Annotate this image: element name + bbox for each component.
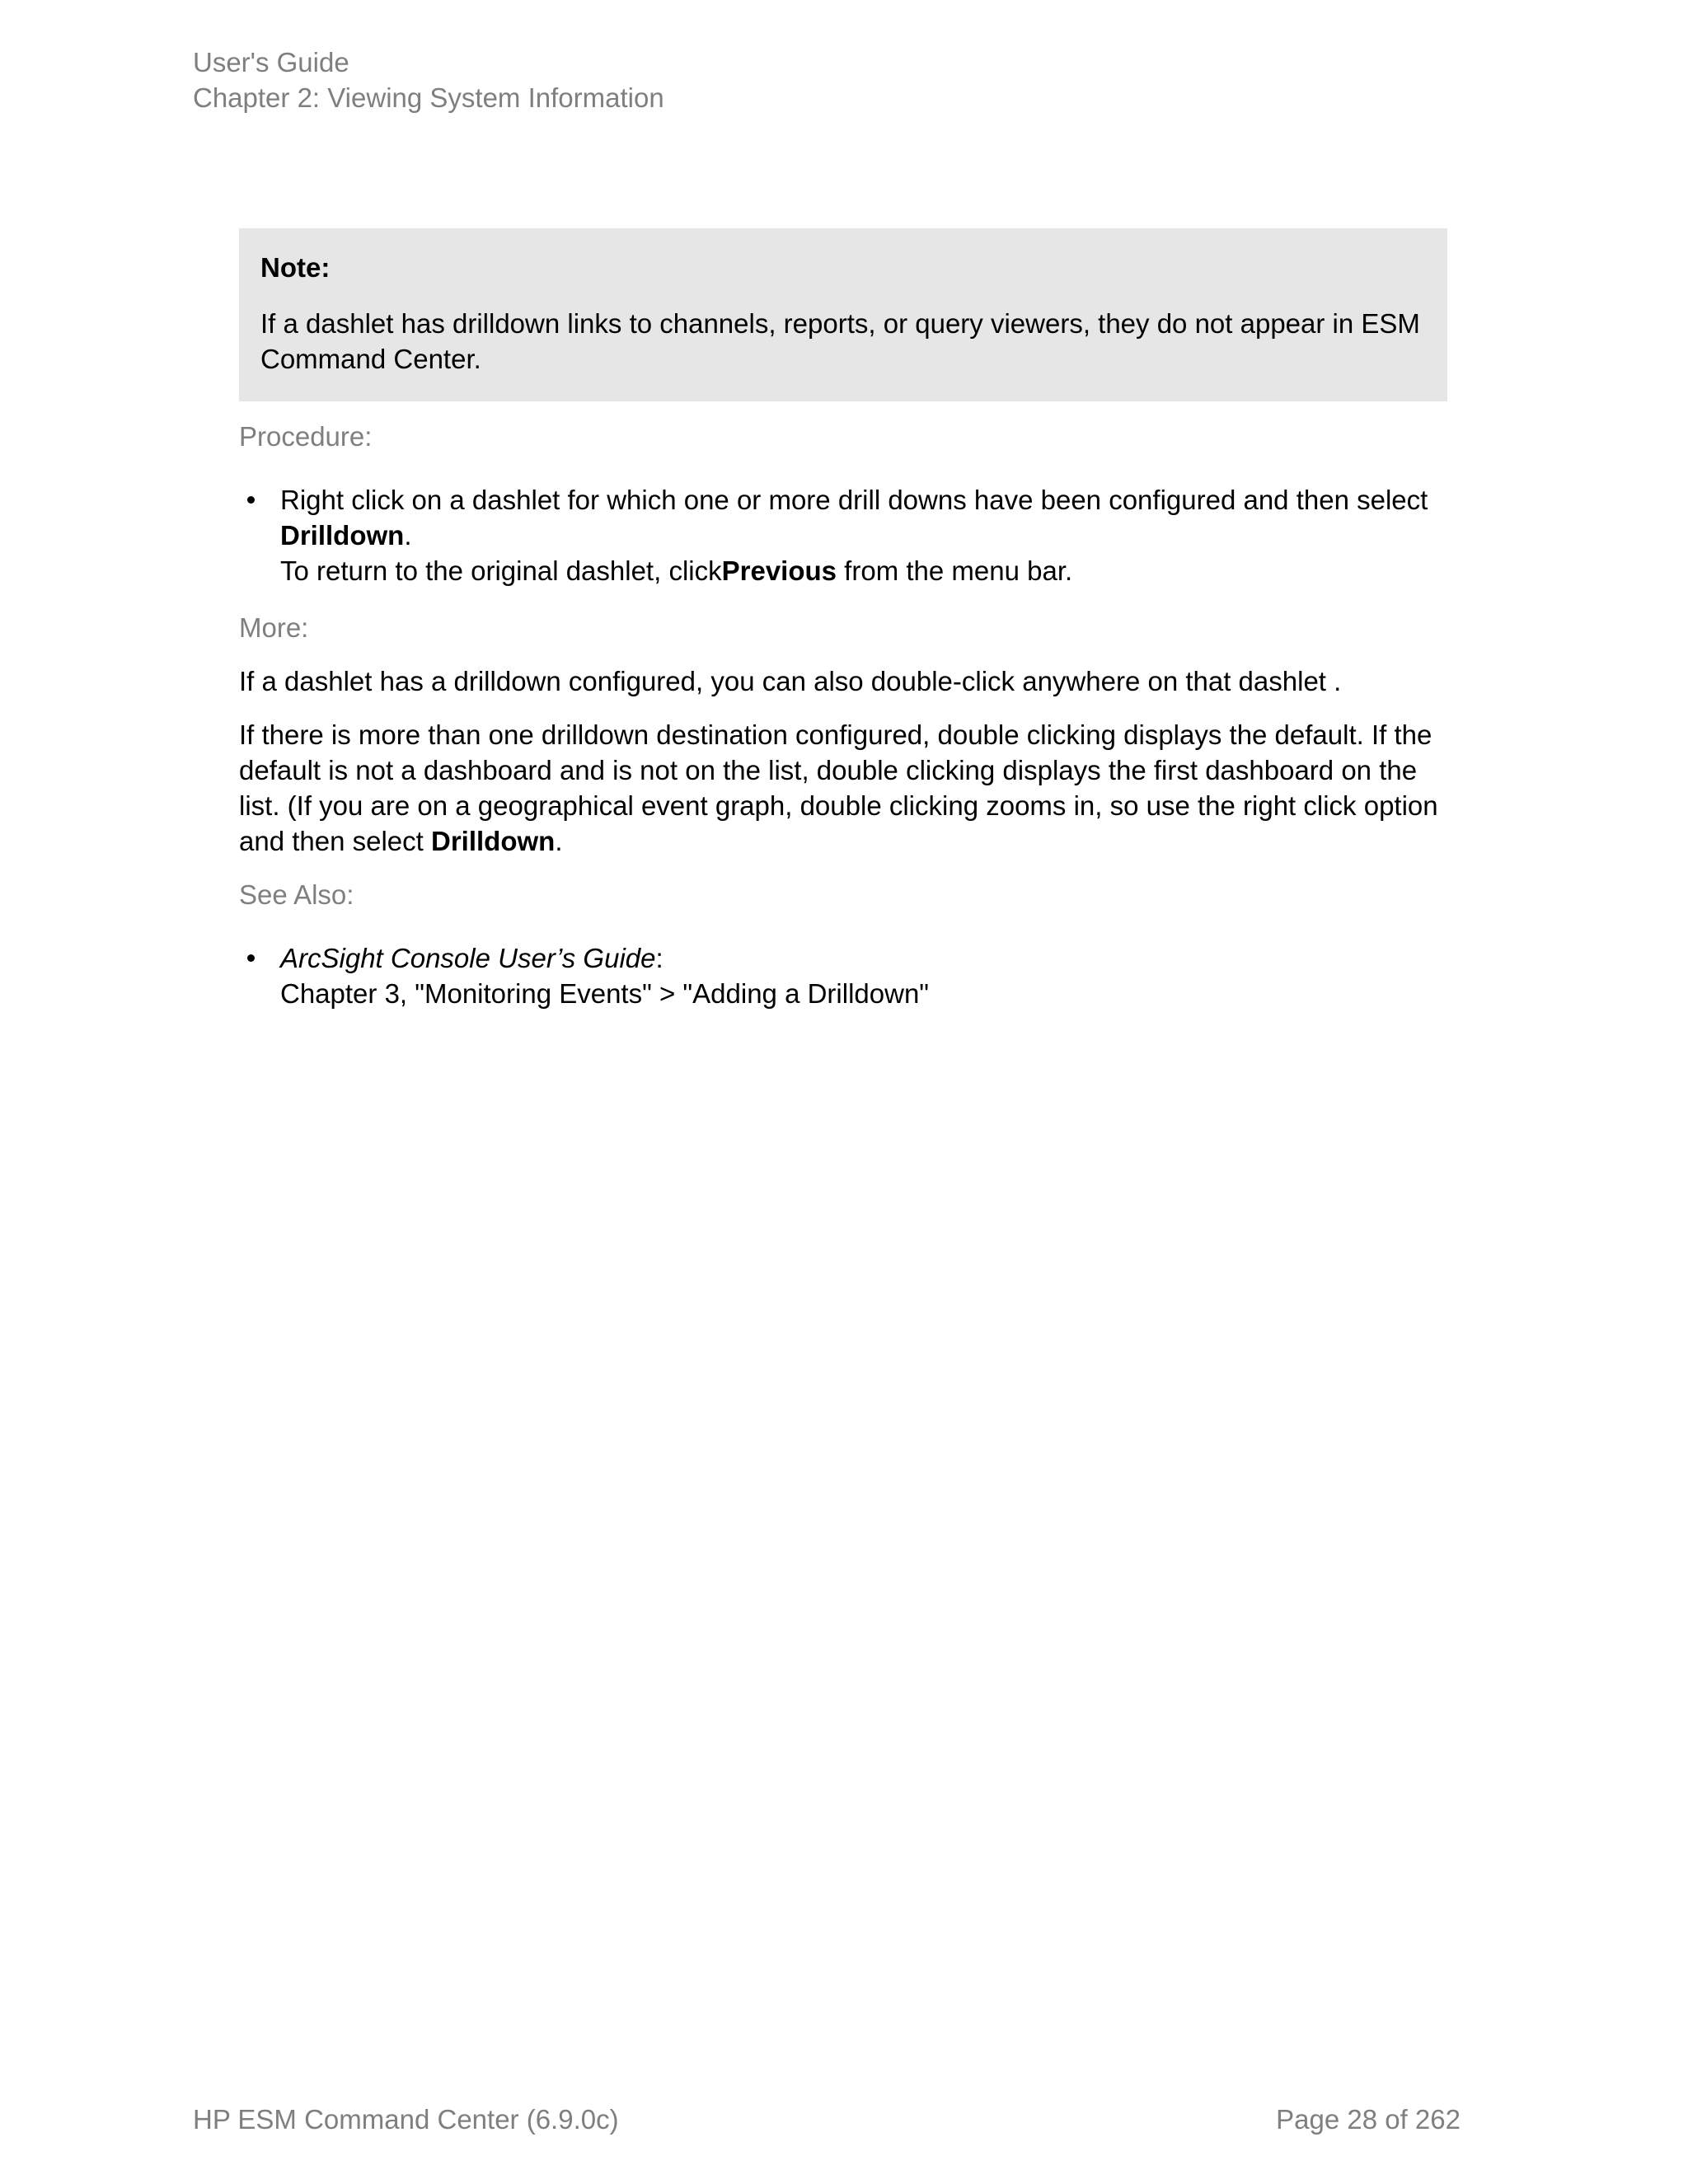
note-text: If a dashlet has drilldown links to channels, reports, or query viewers, they do not appear in ESM Command Center. (260, 308, 1420, 374)
step-text-4: from the menu bar. (837, 555, 1073, 586)
guide-reference: Chapter 3, "Monitoring Events" > "Adding a Drilldown" (280, 978, 930, 1009)
step-drilldown-term: Drilldown (280, 520, 405, 551)
step-previous-term: Previous (721, 555, 837, 586)
see-also-label: See Also: (239, 879, 354, 910)
guide-title: ArcSight Console User’s Guide (280, 943, 656, 973)
main-content (239, 419, 1447, 1011)
more-paragraph-1: If a dashlet has a drilldown configured, you can also double-click anywhere on that dashlet . (239, 666, 1342, 696)
more-drilldown-term: Drilldown (431, 826, 556, 856)
step-text-3: To return to the original dashlet, click (280, 555, 722, 586)
more-paragraph-2-end: . (555, 826, 563, 856)
see-also-list (239, 940, 1447, 1011)
page-header (193, 45, 664, 115)
note-title: Note: (260, 252, 331, 283)
chapter-title: Chapter 2: Viewing System Information (193, 82, 664, 113)
more-paragraph-2 (239, 717, 1447, 859)
bullet-icon (247, 954, 255, 962)
procedure-label: Procedure: (239, 421, 373, 452)
procedure-list (239, 482, 1447, 588)
guide-colon: : (655, 943, 663, 973)
bullet-icon (247, 496, 255, 504)
footer-product: HP ESM Command Center (6.9.0c) (193, 2104, 619, 2135)
step-text-1: Right click on a dashlet for which one or more drill downs have been configured and then select (280, 485, 1428, 515)
procedure-step (239, 482, 1447, 588)
step-text-2: . (404, 520, 412, 551)
more-label: More: (239, 612, 309, 643)
see-also-item (239, 940, 1447, 1011)
doc-title: User's Guide (193, 47, 349, 77)
more-paragraph-2-text: If there is more than one drilldown destination configured, double clicking displays the default. If the default is not a dashboard and is not on the list, double clicking displays the first dashboard on the list. (If you are on a geographical event graph, double clicking zooms in, so use the right click option and then select (239, 719, 1438, 856)
note-box (239, 228, 1447, 401)
footer-page-number: Page 28 of 262 (1276, 2104, 1461, 2135)
